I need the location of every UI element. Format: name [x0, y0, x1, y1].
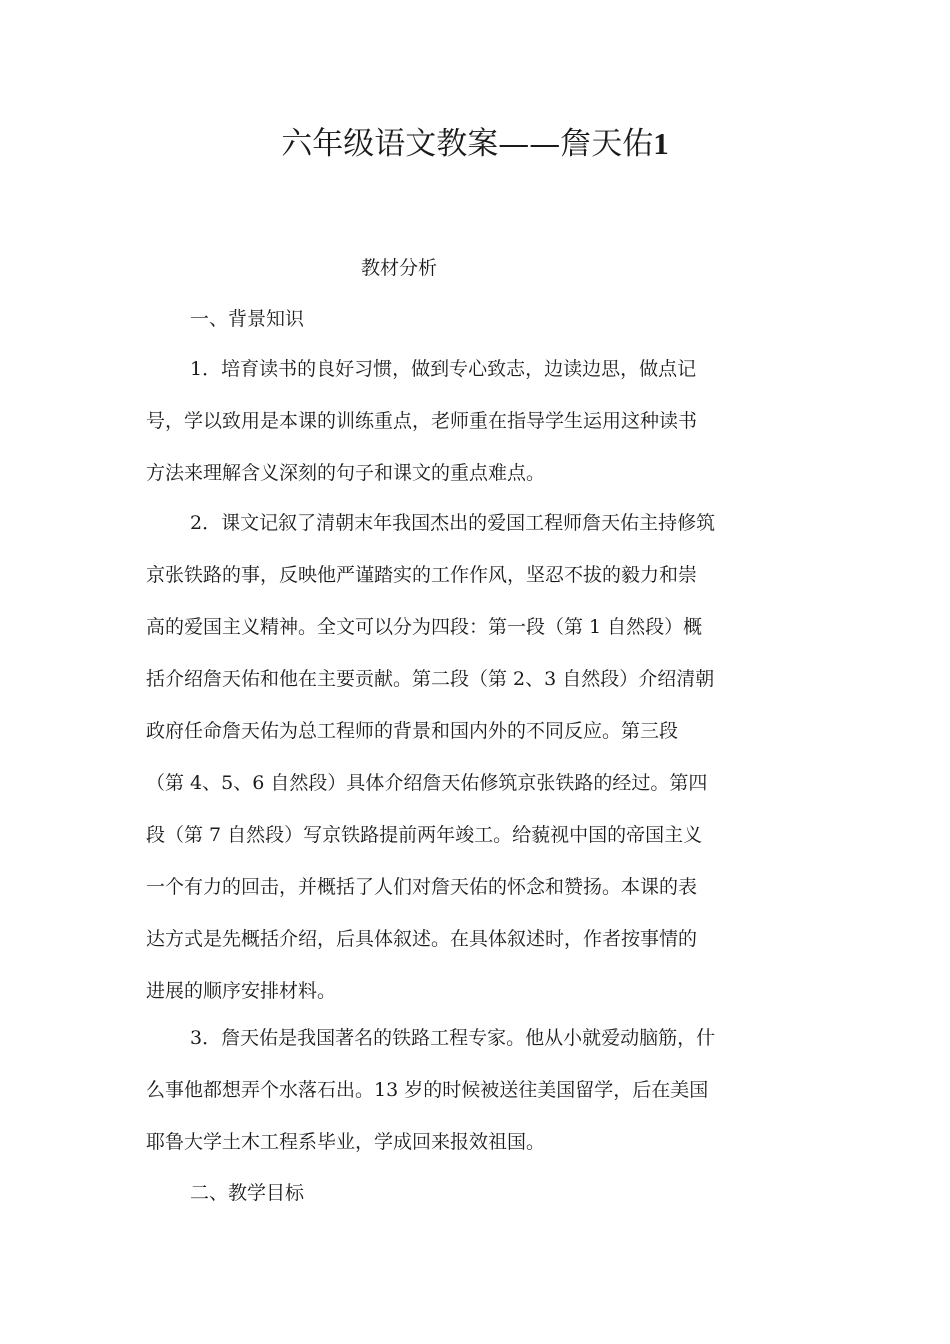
- paragraph-line: 括介绍詹天佑和他在主要贡献。第二段（第 2、3 自然段）介绍清朝: [146, 668, 715, 690]
- paragraph-line: 3．詹天佑是我国著名的铁路工程专家。他从小就爱动脑筋，什: [190, 1027, 716, 1049]
- section-heading: 教材分析: [361, 257, 438, 279]
- paragraph-line: 一个有力的回击，并概括了人们对詹天佑的怀念和赞扬。本课的表: [146, 876, 698, 898]
- paragraph-line: 进展的顺序安排材料。: [146, 980, 337, 1002]
- paragraph-line: 么事他都想弄个水落石出。13 岁的时候被送往美国留学，后在美国: [146, 1079, 709, 1101]
- paragraph-line: 2．课文记叙了清朝末年我国杰出的爱国工程师詹天佑主持修筑: [190, 512, 716, 534]
- paragraph-line: 京张铁路的事，反映他严谨踏实的工作作风，坚忍不拔的毅力和崇: [146, 564, 698, 586]
- paragraph-line: 方法来理解含义深刻的句子和课文的重点难点。: [146, 462, 546, 484]
- paragraph-3: [146, 1012, 806, 1168]
- document-title: [0, 118, 950, 170]
- title-number: 1: [653, 126, 669, 161]
- paragraph-line: 耶鲁大学土木工程系毕业，学成回来报效祖国。: [146, 1131, 546, 1153]
- title-text: 六年级语文教案——詹天佑: [281, 126, 654, 162]
- paragraph-line: 1．培育读书的良好习惯，做到专心致志，边读边思，做点记: [190, 358, 697, 380]
- paragraph-line: 达方式是先概括介绍，后具体叙述。在具体叙述时，作者按事情的: [146, 928, 698, 950]
- heading-teaching-goals: 二、教学目标: [190, 1182, 305, 1204]
- paragraph-2: [146, 497, 806, 1017]
- paragraph-line: 段（第 7 自然段）写京铁路提前两年竣工。给藐视中国的帝国主义: [146, 824, 703, 846]
- paragraph-line: （第 4、5、6 自然段）具体介绍詹天佑修筑京张铁路的经过。第四: [146, 772, 708, 794]
- heading-background-knowledge: 一、背景知识: [190, 308, 305, 330]
- paragraph-line: 高的爱国主义精神。全文可以分为四段：第一段（第 1 自然段）概: [146, 616, 703, 638]
- paragraph-1: [146, 343, 806, 499]
- paragraph-line: 政府任命詹天佑为总工程师的背景和国内外的不同反应。第三段: [146, 720, 679, 742]
- paragraph-line: 号，学以致用是本课的训练重点，老师重在指导学生运用这种读书: [146, 410, 698, 432]
